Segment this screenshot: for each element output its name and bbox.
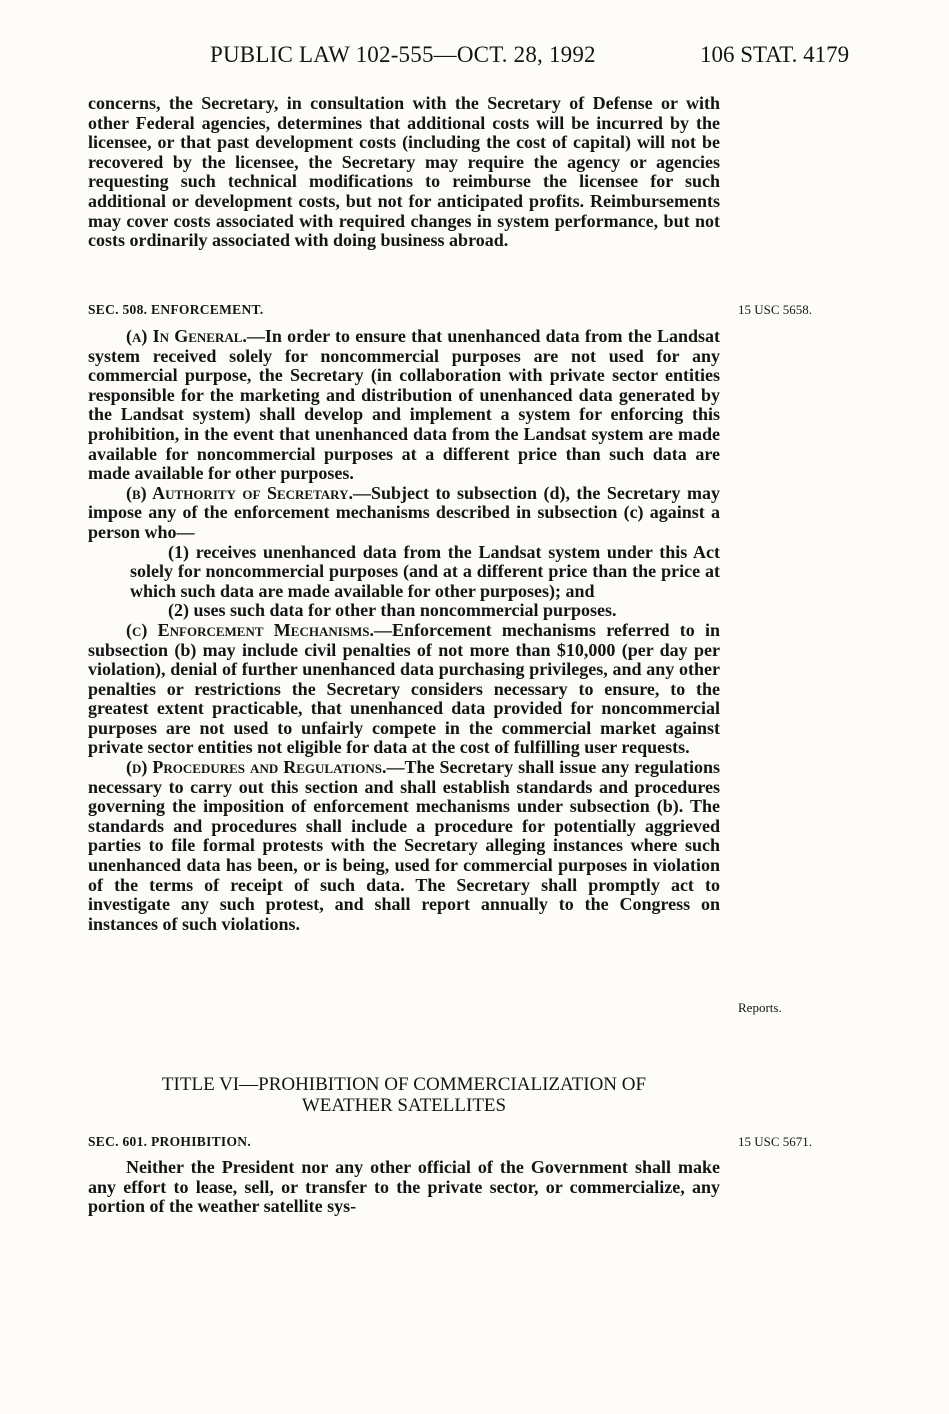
sec-601-block bbox=[88, 1132, 720, 1152]
section-heading: SEC. 601. PROHIBITION. bbox=[88, 1134, 252, 1149]
title-heading bbox=[88, 1074, 720, 1116]
list-item: (2) uses such data for other than noncommercial purposes. bbox=[168, 600, 617, 621]
subsection-text: —The Secretary shall issue any regulations necessary to carry out this section and shall establish standards and procedures governing the imposition of enforcement mechanisms under subsection (b). The standards and procedures shall include a procedure for potentially aggrieved parties to file formal protests with the Secretary alleging instances where such unenhanced data has been, or is being, used for commercial purposes in violation of the terms of receipt of such data. The Secretary shall promptly act to investigate any such protest, and shall report annually to the Congress on instances of such violations. bbox=[88, 757, 720, 934]
sec-508-block bbox=[88, 300, 720, 320]
section-heading: SEC. 508. ENFORCEMENT. bbox=[88, 302, 264, 317]
subsection-text: —In order to ensure that unenhanced data from the Landsat system received solely for noncommercial purposes are not used for any commercial purpose, the Secretary (in collaboration with private sector entities responsible for the marketing and distribution of unenhanced data generated by the Landsat system) shall develop and implement a system for enforcing this prohibition, in the event that unenhanced data from the Landsat system are made available for noncommercial purposes at a different price than such data are made available for other purposes. bbox=[88, 326, 720, 484]
stat-reference: 106 STAT. 4179 bbox=[700, 42, 850, 67]
subsection-a bbox=[88, 327, 720, 484]
intro-paragraph: concerns, the Secretary, in consultation with the Secretary of Defense or with other Federal agencies, determines that additional costs will be incurred by the licensee, or that past development costs (including the cost of capital) will not be recovered by the licensee, the Secretary may require the agency or agencies requesting such technical modifications to reimburse the licensee for such additional or development costs, but not for anticipated profits. Reimbursements may cover costs associated with required changes in system performance, but not costs ordinarily associated with doing business abroad. bbox=[88, 93, 720, 251]
subsection-label: (c) Enforcement Mechanisms. bbox=[126, 619, 375, 640]
subsection-b bbox=[88, 484, 720, 543]
margin-citation: 15 USC 5658. bbox=[738, 302, 813, 317]
title-line: WEATHER SATELLITES bbox=[301, 1095, 507, 1116]
list-item: (1) receives unenhanced data from the Landsat system under this Act solely for noncommercial purposes (and at a different price than the price at which such data are made available for other purposes); and bbox=[130, 541, 720, 601]
sec-601-body bbox=[88, 1158, 720, 1217]
subsection-c bbox=[88, 621, 720, 758]
subsection-label: (d) Procedures and Regulations. bbox=[126, 757, 387, 778]
title-line: TITLE VI—PROHIBITION OF COMMERCIALIZATION OF bbox=[161, 1074, 647, 1095]
subsection-text: —Enforcement mechanisms referred to in subsection (b) may include civil penalties of not more than $10,000 (per day per violation), denial of further unenhanced data purchasing privileges, and any other penalties or restrictions the Secretary considers necessary to ensure, to the greatest extent practicable, that unenhanced data provided for noncommercial purposes are not used to unfairly compete in the commercial market against private sector entities not eligible for data at the cost of fulfilling user requests. bbox=[88, 619, 721, 758]
subsection-label: (b) Authority of Secretary. bbox=[126, 482, 353, 503]
margin-citation: 15 USC 5671. bbox=[738, 1134, 813, 1149]
margin-note-reports: Reports. bbox=[738, 1000, 782, 1015]
running-head: PUBLIC LAW 102-555—OCT. 28, 1992 bbox=[210, 42, 596, 67]
subsection-label: (a) In General. bbox=[126, 326, 247, 346]
intro-paragraph-block bbox=[88, 94, 720, 251]
sec-508-body bbox=[88, 327, 720, 934]
subsection-text: —Subject to subsection (d), the Secretary may impose any of the enforcement mechanisms described in subsection (c) against a person who— bbox=[88, 482, 720, 542]
section-text: Neither the President nor any other official of the Government shall make any effort to lease, sell, or transfer to the private sector, or commercialize, any portion of the weather satellite sys- bbox=[88, 1157, 720, 1217]
subsection-d bbox=[88, 758, 720, 934]
